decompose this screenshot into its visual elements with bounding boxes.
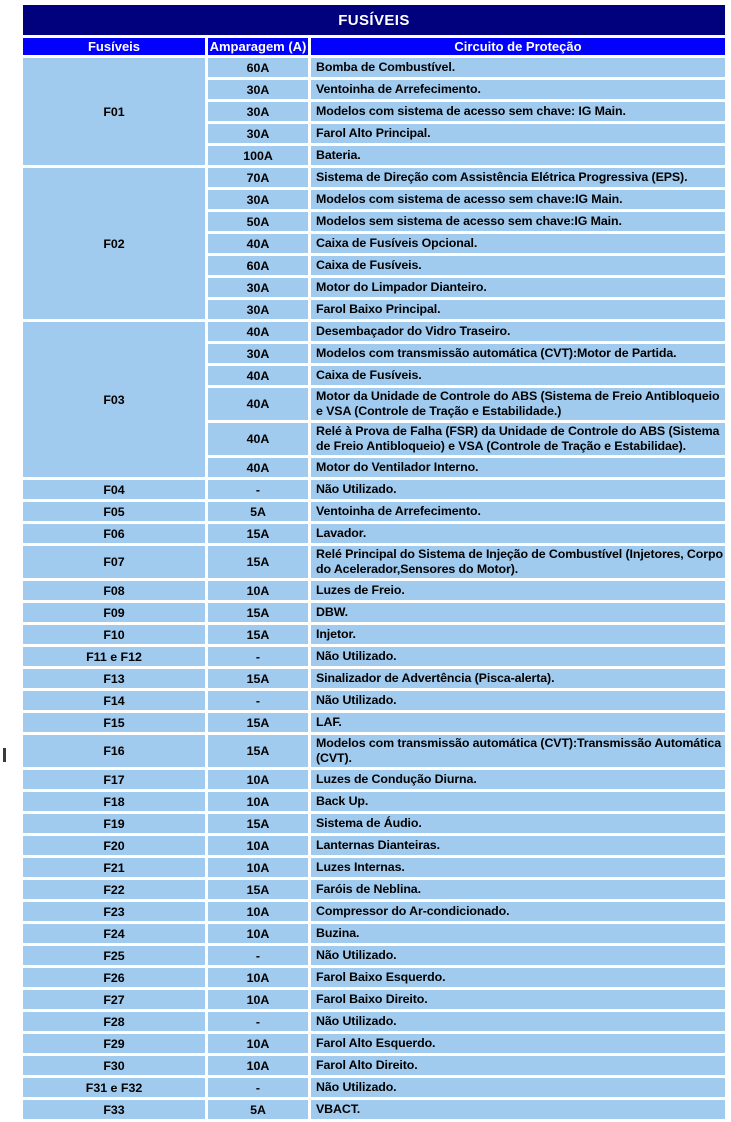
amperage-cell: 10A [208,770,308,789]
amperage-cell: 30A [208,300,308,319]
fuse-id-cell: F28 [23,1012,205,1031]
fuse-id-cell: F24 [23,924,205,943]
amperage-cell: 40A [208,388,308,420]
circuit-cell: Back Up. [311,792,725,811]
amperage-cell: 15A [208,625,308,644]
circuit-cell: Buzina. [311,924,725,943]
fuse-id-cell: F20 [23,836,205,855]
fuses-table [20,2,728,1122]
amperage-cell: - [208,647,308,666]
column-header-fuse: Fusíveis [23,38,205,55]
circuit-cell: Relé Principal do Sistema de Injeção de Combustível (Injetores, Corpo do Acelerador,Sensores do Motor). [311,546,725,578]
circuit-cell: VBACT. [311,1100,725,1119]
amperage-cell: 10A [208,990,308,1009]
amperage-cell: 30A [208,124,308,143]
fuse-row [23,625,725,644]
amperage-cell: 60A [208,58,308,77]
amperage-cell: 15A [208,735,308,767]
fuse-row [23,836,725,855]
amperage-cell: 70A [208,168,308,187]
amperage-cell: 10A [208,836,308,855]
fuse-id-cell: F08 [23,581,205,600]
circuit-cell: Sinalizador de Advertência (Pisca-alerta). [311,669,725,688]
amperage-cell: 15A [208,669,308,688]
amperage-cell: 10A [208,924,308,943]
fuse-row [23,691,725,710]
circuit-cell: Desembaçador do Vidro Traseiro. [311,322,725,341]
circuit-cell: Motor do Limpador Dianteiro. [311,278,725,297]
amperage-cell: - [208,480,308,499]
fuse-id-cell: F01 [23,58,205,165]
fuse-row [23,546,725,578]
fuse-id-cell: F23 [23,902,205,921]
amperage-cell: 5A [208,502,308,521]
circuit-cell: Bomba de Combustível. [311,58,725,77]
fuse-id-cell: F11 e F12 [23,647,205,666]
amperage-cell: 50A [208,212,308,231]
fuse-id-cell: F15 [23,713,205,732]
amperage-cell: 30A [208,80,308,99]
fuse-row [23,502,725,521]
fuse-id-cell: F22 [23,880,205,899]
amperage-cell: 10A [208,792,308,811]
amperage-cell: - [208,1012,308,1031]
amperage-cell: 15A [208,880,308,899]
fuse-id-cell: F07 [23,546,205,578]
circuit-cell: Ventoinha de Arrefecimento. [311,502,725,521]
column-header-circuit: Circuito de Proteção [311,38,725,55]
circuit-cell: Lanternas Dianteiras. [311,836,725,855]
column-header-row [23,38,725,55]
amperage-cell: 30A [208,344,308,363]
fuse-id-cell: F17 [23,770,205,789]
circuit-cell: Compressor do Ar-condicionado. [311,902,725,921]
fuse-row [23,58,725,77]
fuse-id-cell: F04 [23,480,205,499]
amperage-cell: 40A [208,423,308,455]
circuit-cell: Farol Alto Principal. [311,124,725,143]
circuit-cell: Não Utilizado. [311,480,725,499]
circuit-cell: Relé à Prova de Falha (FSR) da Unidade de Controle do ABS (Sistema de Freio Antibloqueio) e VSA (Controle de Tração e Estabilidae). [311,423,725,455]
circuit-cell: Modelos com sistema de acesso sem chave: IG Main. [311,102,725,121]
fuse-row [23,480,725,499]
amperage-cell: 30A [208,102,308,121]
fuse-row [23,924,725,943]
amperage-cell: 40A [208,322,308,341]
amperage-cell: 10A [208,581,308,600]
circuit-cell: Motor da Unidade de Controle do ABS (Sistema de Freio Antibloqueio e VSA (Controle de Tração e Estabilidade.) [311,388,725,420]
fuse-row [23,581,725,600]
amperage-cell: - [208,946,308,965]
circuit-cell: Farol Baixo Principal. [311,300,725,319]
amperage-cell: 40A [208,458,308,477]
fuse-id-cell: F06 [23,524,205,543]
fuse-row [23,1012,725,1031]
fuse-row [23,713,725,732]
fuse-row [23,990,725,1009]
fuse-id-cell: F05 [23,502,205,521]
fuse-row [23,1100,725,1119]
circuit-cell: Não Utilizado. [311,1012,725,1031]
fuse-id-cell: F31 e F32 [23,1078,205,1097]
table-title-row [23,5,725,35]
circuit-cell: Não Utilizado. [311,946,725,965]
fuse-row [23,814,725,833]
fuse-row [23,880,725,899]
circuit-cell: Modelos com transmissão automática (CVT):Motor de Partida. [311,344,725,363]
fuse-row [23,168,725,187]
amperage-cell: 40A [208,366,308,385]
fuse-id-cell: F29 [23,1034,205,1053]
circuit-cell: Faróis de Neblina. [311,880,725,899]
amperage-cell: 10A [208,1034,308,1053]
circuit-cell: Injetor. [311,625,725,644]
circuit-cell: Modelos sem sistema de acesso sem chave:IG Main. [311,212,725,231]
amperage-cell: 10A [208,858,308,877]
circuit-cell: Modelos com sistema de acesso sem chave:IG Main. [311,190,725,209]
fuse-row [23,322,725,341]
circuit-cell: Bateria. [311,146,725,165]
fuse-id-cell: F30 [23,1056,205,1075]
fuse-row [23,946,725,965]
fuse-id-cell: F03 [23,322,205,477]
amperage-cell: 60A [208,256,308,275]
fuse-id-cell: F14 [23,691,205,710]
fuse-id-cell: F09 [23,603,205,622]
circuit-cell: Farol Baixo Direito. [311,990,725,1009]
fuse-id-cell: F27 [23,990,205,1009]
circuit-cell: Sistema de Áudio. [311,814,725,833]
column-header-amperage: Amparagem (A) [209,39,307,54]
circuit-cell: Modelos com transmissão automática (CVT):Transmissão Automática (CVT). [311,735,725,767]
fuse-id-cell: F21 [23,858,205,877]
fuse-id-cell: F25 [23,946,205,965]
fuse-row [23,647,725,666]
fuse-id-cell: F26 [23,968,205,987]
fuse-id-cell: F10 [23,625,205,644]
amperage-cell: 15A [208,524,308,543]
fuse-id-cell: F13 [23,669,205,688]
circuit-cell: Lavador. [311,524,725,543]
fuse-id-cell: F18 [23,792,205,811]
fuse-row [23,669,725,688]
amperage-cell: - [208,691,308,710]
fuse-row [23,858,725,877]
stray-cursor-mark [3,748,6,762]
amperage-cell: 10A [208,968,308,987]
circuit-cell: Motor do Ventilador Interno. [311,458,725,477]
circuit-cell: Caixa de Fusíveis. [311,366,725,385]
circuit-cell: Luzes de Freio. [311,581,725,600]
fuse-row [23,770,725,789]
fuse-row [23,1056,725,1075]
circuit-cell: Farol Alto Esquerdo. [311,1034,725,1053]
circuit-cell: Ventoinha de Arrefecimento. [311,80,725,99]
amperage-cell: 40A [208,234,308,253]
circuit-cell: Farol Baixo Esquerdo. [311,968,725,987]
fuse-row [23,902,725,921]
circuit-cell: Caixa de Fusíveis. [311,256,725,275]
fuse-row [23,603,725,622]
fuse-rows-body [23,58,725,1119]
amperage-cell: 100A [208,146,308,165]
fuse-row [23,735,725,767]
fuse-id-cell: F33 [23,1100,205,1119]
amperage-cell: 15A [208,814,308,833]
circuit-cell: Luzes Internas. [311,858,725,877]
circuit-cell: Sistema de Direção com Assistência Elétrica Progressiva (EPS). [311,168,725,187]
amperage-cell: - [208,1078,308,1097]
fuse-row [23,968,725,987]
fuse-id-cell: F02 [23,168,205,319]
circuit-cell: Luzes de Condução Diurna. [311,770,725,789]
circuit-cell: Não Utilizado. [311,691,725,710]
fuse-row [23,524,725,543]
fuse-id-cell: F16 [23,735,205,767]
amperage-cell: 5A [208,1100,308,1119]
circuit-cell: Não Utilizado. [311,1078,725,1097]
circuit-cell: Caixa de Fusíveis Opcional. [311,234,725,253]
circuit-cell: DBW. [311,603,725,622]
fuse-row [23,792,725,811]
amperage-cell: 30A [208,190,308,209]
amperage-cell: 15A [208,713,308,732]
fuse-row [23,1034,725,1053]
circuit-cell: Farol Alto Direito. [311,1056,725,1075]
amperage-cell: 15A [208,546,308,578]
amperage-cell: 15A [208,603,308,622]
circuit-cell: LAF. [311,713,725,732]
amperage-cell: 10A [208,902,308,921]
fuse-id-cell: F19 [23,814,205,833]
table-title: FUSÍVEIS [23,5,725,35]
circuit-cell: Não Utilizado. [311,647,725,666]
amperage-cell: 10A [208,1056,308,1075]
amperage-cell: 30A [208,278,308,297]
fuse-row [23,1078,725,1097]
